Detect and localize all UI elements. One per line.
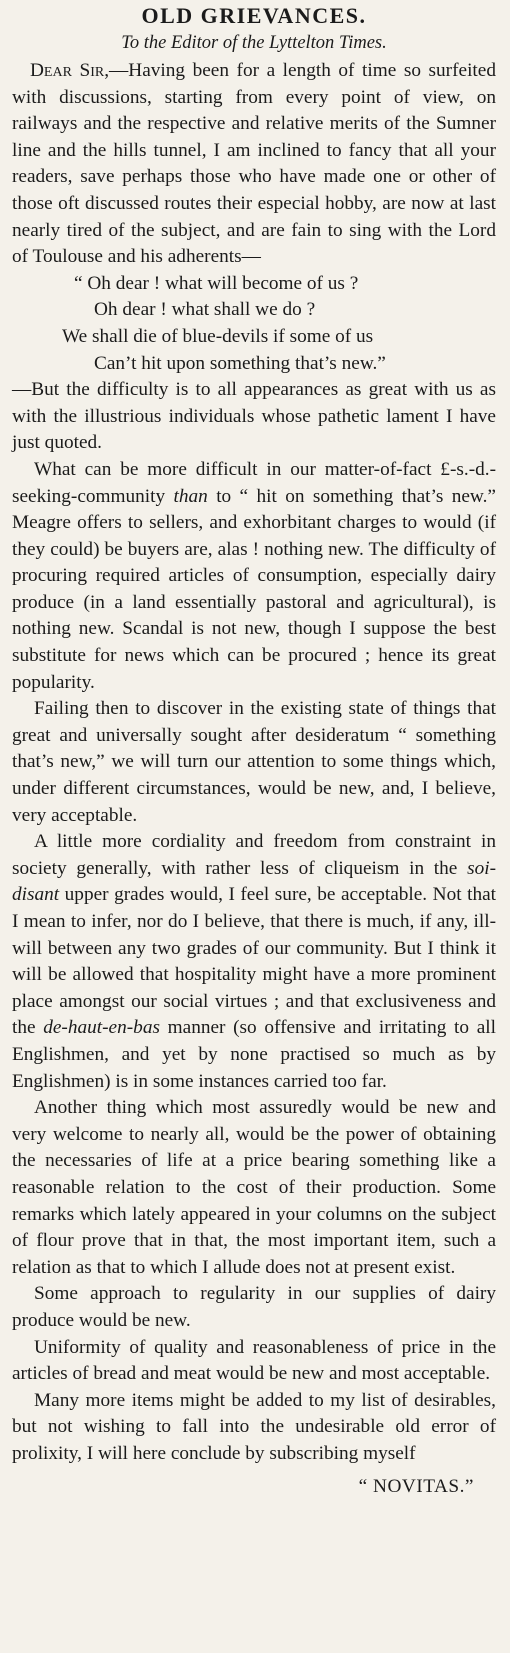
paragraph-9: Many more items might be added to my list of desirables, but not wishing to fall into the undesirable old error of prolixity, I will here conclude by subscribing myself bbox=[12, 1389, 496, 1464]
paragraph-5-text-c: manner (so offensive and irritating to all Englishmen, and yet by none practised so much as by Englishmen) is in some instances carried too far. bbox=[12, 1017, 496, 1092]
paragraph-8: Uniformity of quality and reasonableness of price in the articles of bread and meat would be new and most acceptable. bbox=[12, 1336, 496, 1385]
paragraph-3-emphasis: than bbox=[173, 485, 208, 507]
article-subtitle: To the Editor of the Lyttelton Times. bbox=[121, 33, 387, 53]
paragraph-5-emphasis-1: soi-disant bbox=[12, 857, 496, 906]
salutation: Dear Sir, bbox=[30, 60, 110, 81]
paragraph-5-text-b: upper grades would, I feel sure, be acceptable. Not that I mean to infer, nor do I believe, that there is much, if any, ill-will between any two grades of our community. But I think it will be allowed that hospitality might have a more prominent place amongst our social virtues ; and that exclusiveness and the bbox=[12, 884, 496, 1039]
article-title: OLD GRIEVANCES. bbox=[141, 3, 367, 28]
paragraph-1 bbox=[12, 58, 496, 271]
paragraph-3-text-b: to “ hit on something that’s new.” Meagre offers to sellers, and exhorbitant charges to would (if they could) be buyers are, alas ! nothing new. The difficulty of procuring required articles of consumption, especially dairy produce (in a land essentially pastoral and agricultural), is nothing new. Scandal is not new, though I suppose the best substitute for news which can be procured ; hence its great popularity. bbox=[12, 485, 496, 693]
paragraph-5-emphasis-2: de-haut-en-bas bbox=[43, 1017, 160, 1039]
verse-line-1: “ Oh dear ! what will become of us ? bbox=[74, 272, 359, 294]
article-body bbox=[12, 58, 496, 1467]
paragraph-2: —But the difficulty is to all appearances as great with us as with the illustrious individuals whose pathetic lament I have just quoted. bbox=[12, 379, 496, 454]
paragraph-5-text-a: A little more cordiality and freedom from constraint in society generally, with rather less of cliqueism in the bbox=[12, 831, 496, 879]
paragraph-3-text-a: What can be more difficult in our matter-of-fact £-s.-d.-seeking-community bbox=[12, 458, 496, 507]
verse-line-4: Can’t hit upon something that’s new.” bbox=[94, 352, 386, 374]
paragraph-6: Another thing which most assuredly would be new and very welcome to nearly all, would be the power of obtaining the necessaries of life at a price bearing something like a reasonable relation to the cost of their production. Some remarks which lately appeared in your columns on the subject of flour prove that in that, the most important item, such a relation as that to which I allude does not at present exist. bbox=[12, 1097, 496, 1278]
paragraph-4: Failing then to discover in the existing state of things that great and universally sought after desideratum “ something that’s new,” we will turn our attention to some things which, under different circumstances, would be new, and, I believe, very acceptable. bbox=[12, 698, 496, 826]
paragraph-7: Some approach to regularity in our supplies of dairy produce would be new. bbox=[12, 1283, 496, 1331]
verse-line-2: Oh dear ! what shall we do ? bbox=[94, 299, 316, 321]
paragraph-1-text: —Having been for a length of time so surfeited with discussions, starting from every point of view, on railways and the respective and relative merits of the Sumner line and the hills tunnel, I am inclined to fancy that all your readers, save perhaps those who have made one or other of those oft discussed routes their especial hobby, are now at last nearly tired of the subject, and are fain to sing with the Lord of Toulouse and his adherents— bbox=[12, 60, 496, 268]
verse-line-3: We shall die of blue-devils if some of us bbox=[62, 325, 374, 347]
paragraph-5 bbox=[12, 829, 496, 1095]
verse-quotation bbox=[12, 271, 496, 377]
paragraph-3 bbox=[12, 457, 496, 696]
signature: “ NOVITAS.” bbox=[358, 1476, 474, 1498]
